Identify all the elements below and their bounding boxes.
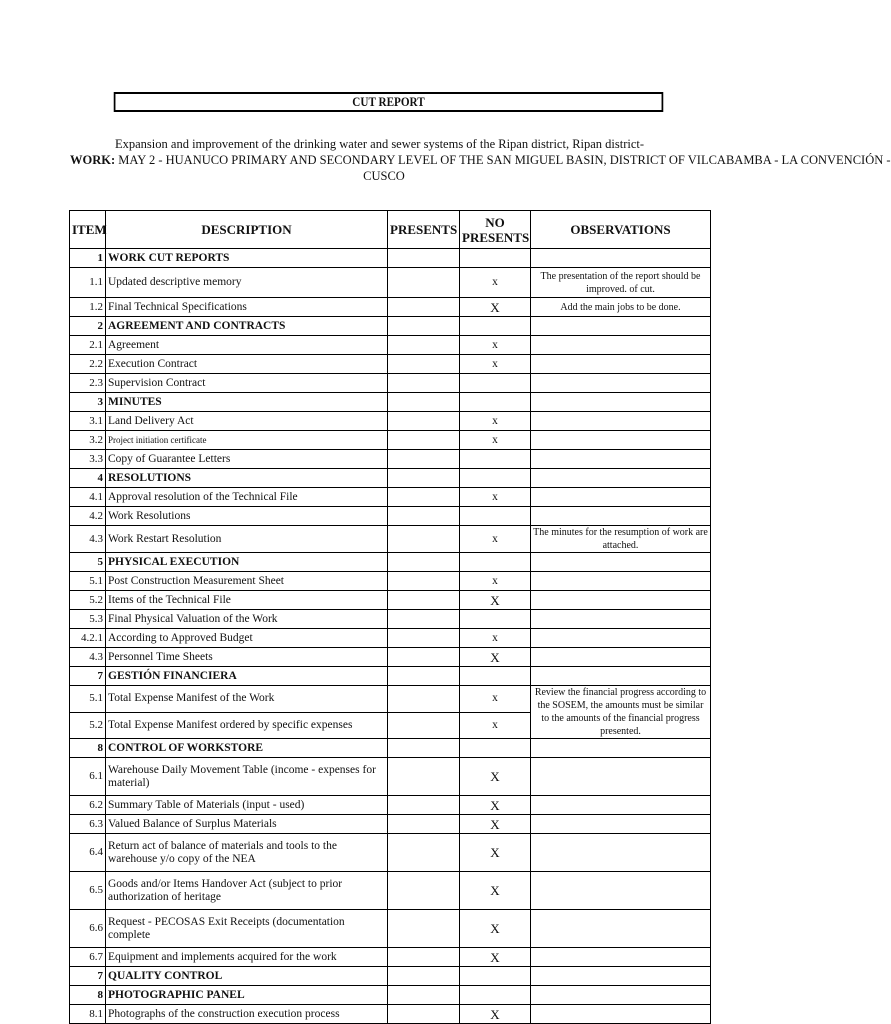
- item-description: Work Resolutions: [106, 507, 388, 526]
- item-description: PHOTOGRAPHIC PANEL: [106, 986, 388, 1005]
- no-presents-mark: [460, 967, 531, 986]
- no-presents-mark: x: [460, 488, 531, 507]
- checklist-table: [69, 210, 711, 1024]
- observation: [531, 986, 711, 1005]
- no-presents-mark: [460, 667, 531, 686]
- no-presents-mark: [460, 739, 531, 758]
- observation: [531, 317, 711, 336]
- no-presents-mark: X: [460, 948, 531, 967]
- work-line-2-text: MAY 2 - HUANUCO PRIMARY AND SECONDARY LEVEL OF THE SAN MIGUEL BASIN, DISTRICT OF VILCABAMBA - LA CONVENCIÓN -: [118, 153, 891, 167]
- table-row: [70, 910, 711, 948]
- table-row: [70, 872, 711, 910]
- item-number: 4.2.1: [70, 629, 106, 648]
- item-description: Final Physical Valuation of the Work: [106, 610, 388, 629]
- observation: [531, 469, 711, 488]
- no-presents-mark: x: [460, 268, 531, 298]
- item-description: Project initiation certificate: [106, 431, 388, 450]
- item-number: 6.2: [70, 796, 106, 815]
- observation: [531, 872, 711, 910]
- table-row: [70, 629, 711, 648]
- table-row: [70, 758, 711, 796]
- item-description: Goods and/or Items Handover Act (subject to prior authorization of heritage: [106, 872, 388, 910]
- table-row: [70, 298, 711, 317]
- table-row: [70, 450, 711, 469]
- presents-mark: [388, 450, 460, 469]
- section-row: [70, 986, 711, 1005]
- item-description: MINUTES: [106, 393, 388, 412]
- observation: Add the main jobs to be done.: [531, 298, 711, 317]
- section-row: [70, 967, 711, 986]
- item-description: WORK CUT REPORTS: [106, 249, 388, 268]
- item-number: 5.1: [70, 572, 106, 591]
- observation: [531, 758, 711, 796]
- item-description: Total Expense Manifest ordered by specific expenses: [106, 712, 388, 739]
- item-description: Equipment and implements acquired for the work: [106, 948, 388, 967]
- presents-mark: [388, 572, 460, 591]
- header-observations: OBSERVATIONS: [531, 211, 711, 249]
- presents-mark: [388, 298, 460, 317]
- item-number: 3.3: [70, 450, 106, 469]
- item-description: Supervision Contract: [106, 374, 388, 393]
- no-presents-mark: X: [460, 591, 531, 610]
- presents-mark: [388, 629, 460, 648]
- work-line-1: Expansion and improvement of the drinking water and sewer systems of the Ripan district, Ripan district-: [115, 137, 645, 151]
- observation: The presentation of the report should be improved. of cut.: [531, 268, 711, 298]
- item-number: 2.1: [70, 336, 106, 355]
- observation: [531, 336, 711, 355]
- item-number: 2.3: [70, 374, 106, 393]
- table-row: [70, 1005, 711, 1024]
- presents-mark: [388, 686, 460, 713]
- presents-mark: [388, 374, 460, 393]
- table-row: [70, 412, 711, 431]
- item-description: Final Technical Specifications: [106, 298, 388, 317]
- item-description: AGREEMENT AND CONTRACTS: [106, 317, 388, 336]
- presents-mark: [388, 591, 460, 610]
- presents-mark: [388, 249, 460, 268]
- observation: [531, 796, 711, 815]
- no-presents-mark: [460, 317, 531, 336]
- no-presents-mark: X: [460, 910, 531, 948]
- no-presents-mark: X: [460, 815, 531, 834]
- header-description: DESCRIPTION: [106, 211, 388, 249]
- no-presents-mark: [460, 450, 531, 469]
- observation: [531, 431, 711, 450]
- section-row: [70, 469, 711, 488]
- item-description: Agreement: [106, 336, 388, 355]
- item-number: 8: [70, 986, 106, 1005]
- no-presents-mark: X: [460, 796, 531, 815]
- table-row: [70, 648, 711, 667]
- observation: [531, 948, 711, 967]
- item-description: Execution Contract: [106, 355, 388, 374]
- item-description: Warehouse Daily Movement Table (income - expenses for material): [106, 758, 388, 796]
- no-presents-mark: [460, 374, 531, 393]
- presents-mark: [388, 834, 460, 872]
- observation: [531, 629, 711, 648]
- item-description: QUALITY CONTROL: [106, 967, 388, 986]
- table-row: [70, 796, 711, 815]
- no-presents-mark: [460, 393, 531, 412]
- presents-mark: [388, 526, 460, 553]
- section-row: [70, 317, 711, 336]
- observation: [531, 910, 711, 948]
- item-number: 3.2: [70, 431, 106, 450]
- item-number: 5.1: [70, 686, 106, 713]
- no-presents-mark: [460, 507, 531, 526]
- presents-mark: [388, 758, 460, 796]
- no-presents-mark: X: [460, 298, 531, 317]
- observation: [531, 591, 711, 610]
- observation: [531, 667, 711, 686]
- presents-mark: [388, 412, 460, 431]
- presents-mark: [388, 469, 460, 488]
- presents-mark: [388, 648, 460, 667]
- presents-mark: [388, 986, 460, 1005]
- item-number: 6.5: [70, 872, 106, 910]
- item-number: 3: [70, 393, 106, 412]
- observation: [531, 249, 711, 268]
- presents-mark: [388, 910, 460, 948]
- item-description: Total Expense Manifest of the Work: [106, 686, 388, 713]
- no-presents-mark: [460, 610, 531, 629]
- table-row: [70, 591, 711, 610]
- presents-mark: [388, 507, 460, 526]
- item-number: 6.6: [70, 910, 106, 948]
- presents-mark: [388, 948, 460, 967]
- section-row: [70, 739, 711, 758]
- observation: [531, 648, 711, 667]
- table-header-row: [70, 211, 711, 249]
- item-number: 7: [70, 967, 106, 986]
- section-row: [70, 667, 711, 686]
- observation: [531, 739, 711, 758]
- presents-mark: [388, 967, 460, 986]
- no-presents-mark: x: [460, 336, 531, 355]
- observation: [531, 374, 711, 393]
- table-row: [70, 948, 711, 967]
- no-presents-mark: x: [460, 686, 531, 713]
- table-row: [70, 507, 711, 526]
- table-row: [70, 431, 711, 450]
- observation: [531, 553, 711, 572]
- no-presents-mark: x: [460, 712, 531, 739]
- presents-mark: [388, 268, 460, 298]
- section-row: [70, 393, 711, 412]
- item-description: Return act of balance of materials and tools to the warehouse y/o copy of the NEA: [106, 834, 388, 872]
- no-presents-mark: x: [460, 629, 531, 648]
- no-presents-mark: [460, 469, 531, 488]
- work-line-2: [70, 152, 891, 168]
- presents-mark: [388, 317, 460, 336]
- presents-mark: [388, 610, 460, 629]
- no-presents-mark: [460, 986, 531, 1005]
- no-presents-mark: x: [460, 526, 531, 553]
- work-line-3: CUSCO: [363, 169, 405, 183]
- item-number: 4.2: [70, 507, 106, 526]
- observation: [531, 450, 711, 469]
- table-body: [70, 249, 711, 1024]
- presents-mark: [388, 1005, 460, 1024]
- table-row: [70, 355, 711, 374]
- observation: [531, 355, 711, 374]
- item-number: 4.1: [70, 488, 106, 507]
- observation: [531, 1005, 711, 1024]
- no-presents-mark: x: [460, 572, 531, 591]
- item-description: Post Construction Measurement Sheet: [106, 572, 388, 591]
- table-row: [70, 488, 711, 507]
- item-description: GESTIÓN FINANCIERA: [106, 667, 388, 686]
- presents-mark: [388, 739, 460, 758]
- observation: [531, 834, 711, 872]
- no-presents-mark: x: [460, 431, 531, 450]
- presents-mark: [388, 872, 460, 910]
- table-row: [70, 834, 711, 872]
- work-label: WORK:: [70, 153, 116, 167]
- item-number: 6.7: [70, 948, 106, 967]
- item-description: Approval resolution of the Technical File: [106, 488, 388, 507]
- table-row: [70, 686, 711, 713]
- report-title: CUT REPORT: [114, 92, 664, 112]
- item-description: Updated descriptive memory: [106, 268, 388, 298]
- observation: [531, 393, 711, 412]
- no-presents-mark: X: [460, 1005, 531, 1024]
- presents-mark: [388, 815, 460, 834]
- observation: Review the financial progress according to the SOSEM, the amounts must be similar to the amounts of the financial progress presented.: [531, 686, 711, 739]
- item-description: Items of the Technical File: [106, 591, 388, 610]
- presents-mark: [388, 355, 460, 374]
- item-number: 5: [70, 553, 106, 572]
- item-number: 8: [70, 739, 106, 758]
- no-presents-mark: [460, 553, 531, 572]
- table-row: [70, 336, 711, 355]
- presents-mark: [388, 553, 460, 572]
- item-description: According to Approved Budget: [106, 629, 388, 648]
- presents-mark: [388, 488, 460, 507]
- observation: The minutes for the resumption of work are attached.: [531, 526, 711, 553]
- item-number: 8.1: [70, 1005, 106, 1024]
- table-row: [70, 374, 711, 393]
- no-presents-mark: x: [460, 412, 531, 431]
- item-number: 2.2: [70, 355, 106, 374]
- observation: [531, 412, 711, 431]
- item-number: 4: [70, 469, 106, 488]
- table-row: [70, 610, 711, 629]
- item-description: RESOLUTIONS: [106, 469, 388, 488]
- item-number: 3.1: [70, 412, 106, 431]
- no-presents-mark: X: [460, 872, 531, 910]
- presents-mark: [388, 431, 460, 450]
- observation: [531, 572, 711, 591]
- item-description: Photographs of the construction execution process: [106, 1005, 388, 1024]
- item-number: 4.3: [70, 526, 106, 553]
- no-presents-mark: X: [460, 648, 531, 667]
- presents-mark: [388, 667, 460, 686]
- item-number: 5.2: [70, 591, 106, 610]
- item-number: 5.3: [70, 610, 106, 629]
- presents-mark: [388, 796, 460, 815]
- section-row: [70, 553, 711, 572]
- header-no-presents: NO PRESENTS: [460, 211, 531, 249]
- table-row: [70, 815, 711, 834]
- item-description: PHYSICAL EXECUTION: [106, 553, 388, 572]
- item-description: Request - PECOSAS Exit Receipts (documentation complete: [106, 910, 388, 948]
- table-row: [70, 572, 711, 591]
- item-number: 1: [70, 249, 106, 268]
- no-presents-mark: X: [460, 834, 531, 872]
- observation: [531, 488, 711, 507]
- item-description: Valued Balance of Surplus Materials: [106, 815, 388, 834]
- presents-mark: [388, 393, 460, 412]
- presents-mark: [388, 712, 460, 739]
- item-number: 2: [70, 317, 106, 336]
- header-item: ITEM: [70, 211, 106, 249]
- item-description: CONTROL OF WORKSTORE: [106, 739, 388, 758]
- item-number: 6.3: [70, 815, 106, 834]
- item-number: 6.4: [70, 834, 106, 872]
- item-description: Copy of Guarantee Letters: [106, 450, 388, 469]
- no-presents-mark: X: [460, 758, 531, 796]
- observation: [531, 610, 711, 629]
- table-row: [70, 268, 711, 298]
- observation: [531, 507, 711, 526]
- item-number: 4.3: [70, 648, 106, 667]
- item-description: Summary Table of Materials (input - used): [106, 796, 388, 815]
- presents-mark: [388, 336, 460, 355]
- observation: [531, 967, 711, 986]
- no-presents-mark: x: [460, 355, 531, 374]
- observation: [531, 815, 711, 834]
- table-row: [70, 526, 711, 553]
- header-presents: PRESENTS: [388, 211, 460, 249]
- item-number: 6.1: [70, 758, 106, 796]
- no-presents-mark: [460, 249, 531, 268]
- item-number: 7: [70, 667, 106, 686]
- item-description: Land Delivery Act: [106, 412, 388, 431]
- item-description: Personnel Time Sheets: [106, 648, 388, 667]
- section-row: [70, 249, 711, 268]
- item-number: 1.1: [70, 268, 106, 298]
- item-number: 5.2: [70, 712, 106, 739]
- item-number: 1.2: [70, 298, 106, 317]
- item-description: Work Restart Resolution: [106, 526, 388, 553]
